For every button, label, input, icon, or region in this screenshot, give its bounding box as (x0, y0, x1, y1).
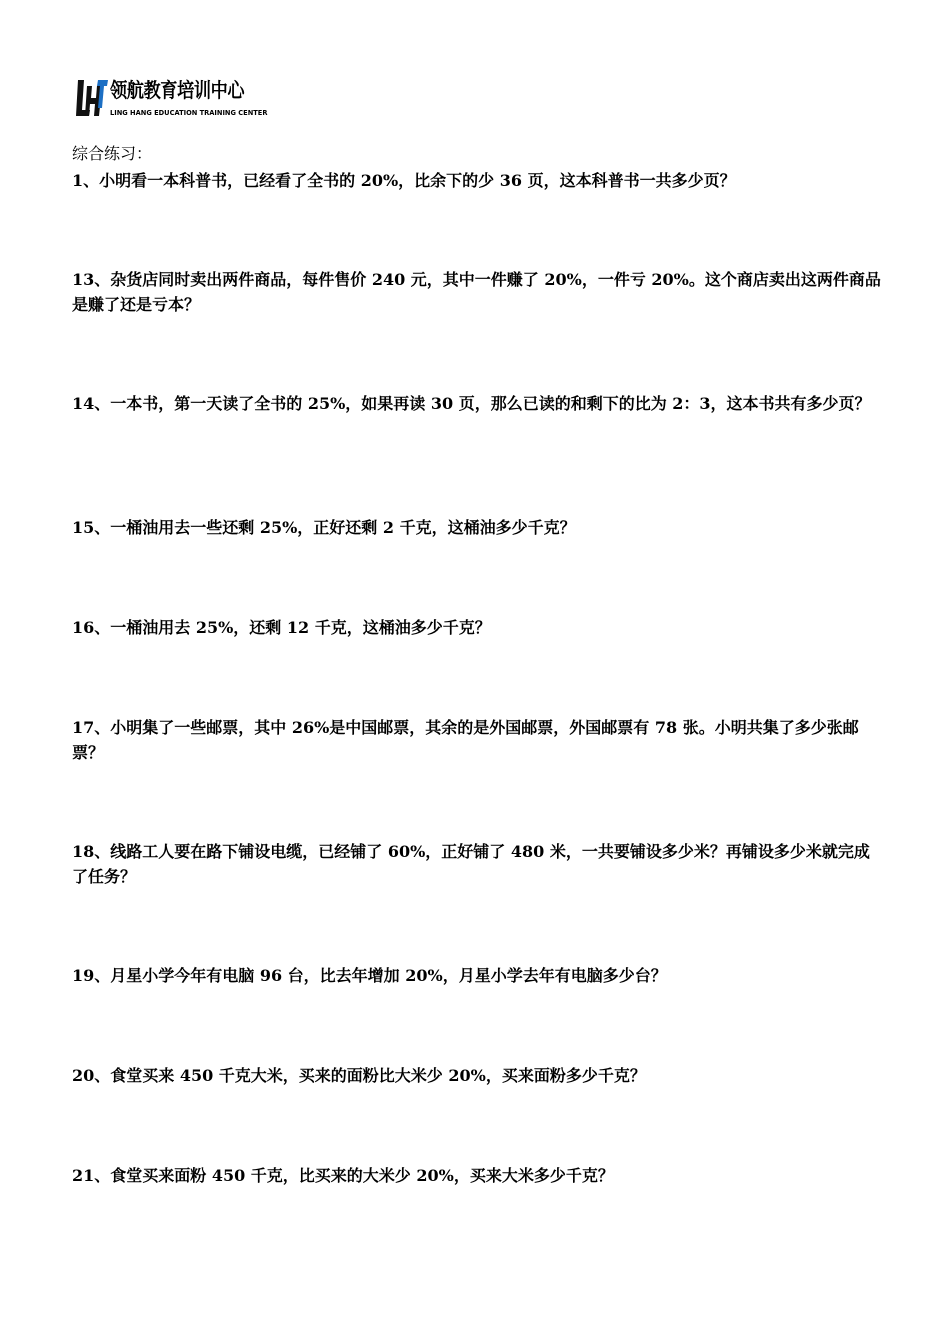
question-19: 19、月星小学今年有电脑 96 台，比去年增加 20%，月星小学去年有电脑多少台？ (72, 966, 667, 985)
logo-title: 领航教育培训中心 (110, 78, 245, 102)
question-20: 20、食堂买来 450 千克大米，买来的面粉比大米少 20%，买来面粉多少千克？ (72, 1066, 646, 1085)
question-21: 21、食堂买来面粉 450 千克，比买来的大米少 20%，买来大米多少千克？ (72, 1166, 614, 1185)
section-title: 综合练习： (72, 144, 153, 163)
question-17: 17、小明集了一些邮票，其中 26%是中国邮票，其余的是外国邮票，外国邮票有 78 张。小明共集了多少张邮票？ (72, 718, 859, 762)
question-15: 15、一桶油用去一些还剩 25%，正好还剩 2 千克，这桶油多少千克？ (72, 518, 576, 537)
lh-logo-icon (76, 78, 108, 118)
question-16: 16、一桶油用去 25%，还剩 12 千克，这桶油多少千克？ (72, 618, 491, 637)
question-18: 18、线路工人要在路下铺设电缆，已经铺了 60%，正好铺了 480 米，一共要铺设多少米？再铺设多少米就完成了任务？ (72, 842, 870, 886)
question-13: 13、杂货店同时卖出两件商品，每件售价 240 元，其中一件赚了 20%，一件亏 20%。这个商店卖出这两件商品是赚了还是亏本？ (72, 270, 881, 314)
question-1: 1、小明看一本科普书，已经看了全书的 20%，比余下的少 36 页，这本科普书一共多少页？ (72, 171, 736, 190)
question-14: 14、一本书，第一天读了全书的 25%，如果再读 30 页，那么已读的和剩下的比为 2：3，这本书共有多少页？ (72, 394, 871, 413)
logo-subtitle: LING HANG EDUCATION TRAINING CENTER (110, 109, 268, 117)
logo (76, 76, 268, 122)
